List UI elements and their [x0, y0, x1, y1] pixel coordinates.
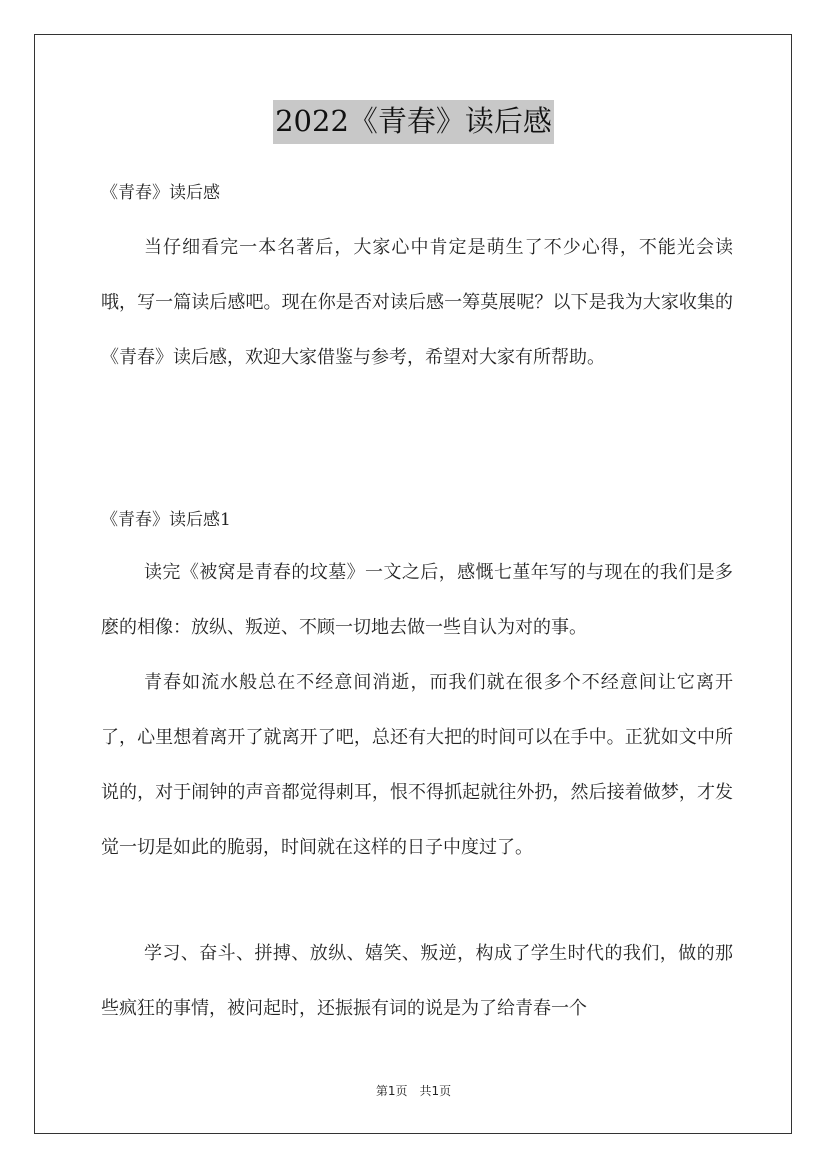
document-title-block [0, 100, 827, 144]
section-heading: 《青春》读后感1 [101, 510, 231, 530]
body-paragraph-1: 读完《被窝是青春的坟墓》一文之后，感慨七堇年写的与现在的我们是多麽的相像：放纵、叛逆、不顾一切地去做一些自认为对的事。 [101, 562, 733, 638]
intro-paragraph: 当仔细看完一本名著后，大家心中肯定是萌生了不少心得，不能光会读哦，写一篇读后感吧。现在你是否对读后感一筹莫展呢？以下是我为大家收集的《青春》读后感，欢迎大家借鉴与参考，希望对大家有所帮助。 [101, 237, 733, 368]
document-title: 2022《青春》读后感 [273, 100, 554, 144]
page-number-footer: 第1页 共1页 [375, 1084, 452, 1098]
body-paragraph-3: 学习、奋斗、拼搏、放纵、嬉笑、叛逆，构成了学生时代的我们，做的那些疯狂的事情，被问起时，还振振有词的说是为了给青春一个 [101, 943, 733, 1019]
intro-heading: 《青春》读后感 [101, 183, 220, 203]
body-paragraph-2: 青春如流水般总在不经意间消逝，而我们就在很多个不经意间让它离开了，心里想着离开了就离开了吧，总还有大把的时间可以在手中。正犹如文中所说的，对于闹钟的声音都觉得刺耳，恨不得抓起就往外扔，然后接着做梦，才发觉一切是如此的脆弱，时间就在这样的日子中度过了。 [101, 672, 733, 858]
